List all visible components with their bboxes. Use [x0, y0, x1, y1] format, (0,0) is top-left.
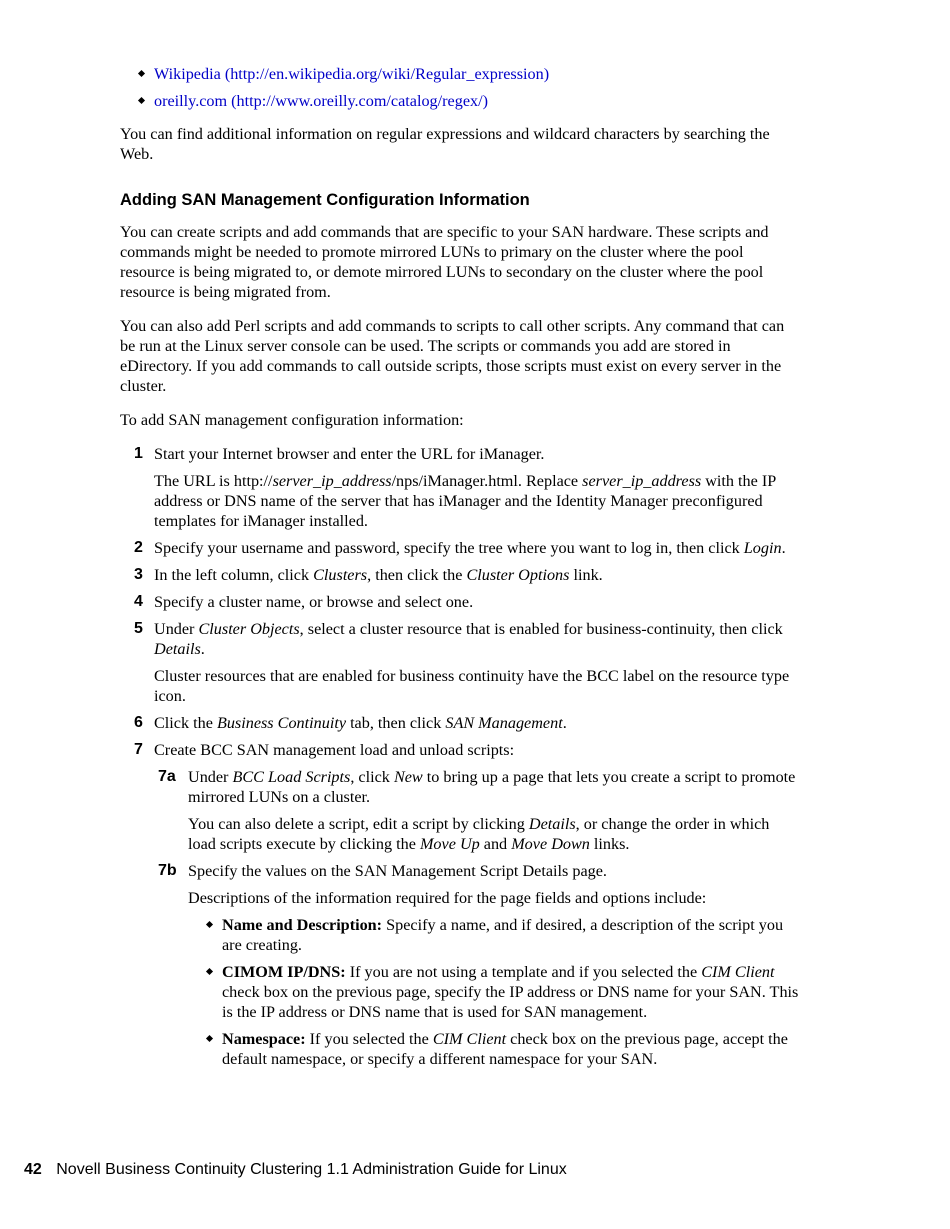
paragraph: You can create scripts and add commands that are specific to your SAN hardware. These scripts and commands might be needed to promote mirrored LUNs to primary on the cluster where the pool resource is being migrated to, or demote mirrored LUNs to secondary on the cluster where the pool resource is being migrated from.: [120, 223, 769, 301]
step-7a: [120, 767, 800, 854]
step-note: You can also delete a script, edit a script by clicking Details, or change the order in which load scripts execute by clicking the Move Up and Move Down links.: [188, 815, 770, 853]
step-note: Cluster resources that are enabled for business continuity have the BCC label on the resource type icon.: [154, 667, 790, 705]
bullet-icon: [138, 97, 145, 104]
step-number: 3: [134, 566, 143, 583]
step-text: In the left column, click Clusters, then click the Cluster Options link.: [154, 566, 603, 584]
step-3: [120, 565, 800, 585]
step-note: The URL is http://server_ip_address/nps/iManager.html. Replace server_ip_address with the IP address or DNS name of the server that has iManager and the Identity Manager preconfigured templates for iManager installed.: [154, 472, 776, 530]
wikipedia-link[interactable]: Wikipedia (http://en.wikipedia.org/wiki/Regular_expression): [154, 65, 550, 83]
step-7b: [120, 861, 800, 1069]
step-number: 2: [134, 539, 143, 556]
step-number: 7b: [158, 862, 177, 879]
step-number: 5: [134, 620, 143, 637]
step-text: Under Cluster Objects, select a cluster resource that is enabled for business-continuity, then click Details.: [154, 620, 783, 658]
step-number: 6: [134, 714, 143, 731]
field-descriptions: [206, 915, 800, 1069]
page-number: 42: [24, 1161, 42, 1178]
step-1: [120, 444, 800, 531]
field-text: Specify a name, and if desired, a description of the script you are creating.: [222, 916, 784, 954]
list-item: [138, 64, 800, 84]
step-note: Descriptions of the information required for the page fields and options include:: [188, 889, 707, 907]
step-2: [120, 538, 800, 558]
document-body: [120, 64, 800, 1076]
step-number: 4: [134, 593, 143, 610]
step-text: Specify your username and password, specify the tree where you want to log in, then click Login.: [154, 539, 786, 557]
step-number: 7a: [158, 768, 176, 785]
step-4: [120, 592, 800, 612]
field-label: CIMOM IP/DNS:: [222, 963, 346, 981]
bullet-icon: [206, 1035, 213, 1042]
bullet-icon: [206, 921, 213, 928]
step-number: 1: [134, 445, 143, 462]
step-text: Specify the values on the SAN Management Script Details page.: [188, 862, 607, 880]
step-text: Click the Business Continuity tab, then click SAN Management.: [154, 714, 567, 732]
oreilly-link[interactable]: oreilly.com (http://www.oreilly.com/catalog/regex/): [154, 92, 488, 110]
field-label: Namespace:: [222, 1030, 306, 1048]
intro-paragraph: You can find additional information on regular expressions and wildcard characters by searching the Web.: [120, 125, 770, 163]
list-item: Namespace: If you selected the CIM Client check box on the previous page, accept the default namespace, or specify a different namespace for your SAN.: [206, 1029, 800, 1069]
bullet-icon: [206, 968, 213, 975]
field-label: Name and Description:: [222, 916, 383, 934]
paragraph: You can also add Perl scripts and add commands to scripts to call other scripts. Any command that can be run at the Linux server console can be used. The scripts or commands you add are stored in eDirectory. If you add commands to call outside scripts, those scripts must exist on every server in the cluster.: [120, 317, 785, 395]
bullet-icon: [138, 70, 145, 77]
list-item: [206, 915, 800, 955]
section-title: Adding SAN Management Configuration Information: [120, 191, 530, 209]
procedure-steps: [120, 444, 800, 1069]
step-7: [120, 740, 800, 760]
page-footer: [24, 1160, 567, 1180]
step-text: Under BCC Load Scripts, click New to bring up a page that lets you create a script to promote mirrored LUNs on a cluster.: [188, 768, 796, 806]
step-5: [120, 619, 800, 706]
list-item: CIMOM IP/DNS: If you are not using a template and if you selected the CIM Client check box on the previous page, specify the IP address or DNS name for your SAN. This is the IP address or DNS name that is used for SAN management.: [206, 962, 800, 1022]
reference-links: [138, 64, 800, 111]
list-item: [138, 91, 800, 111]
step-text: Start your Internet browser and enter the URL for iManager.: [154, 445, 545, 463]
step-text: Create BCC SAN management load and unload scripts:: [154, 741, 515, 759]
step-number: 7: [134, 741, 143, 758]
step-text: Specify a cluster name, or browse and select one.: [154, 593, 474, 611]
footer-title: Novell Business Continuity Clustering 1.1 Administration Guide for Linux: [56, 1161, 567, 1178]
paragraph: To add SAN management configuration information:: [120, 411, 464, 429]
step-6: [120, 713, 800, 733]
